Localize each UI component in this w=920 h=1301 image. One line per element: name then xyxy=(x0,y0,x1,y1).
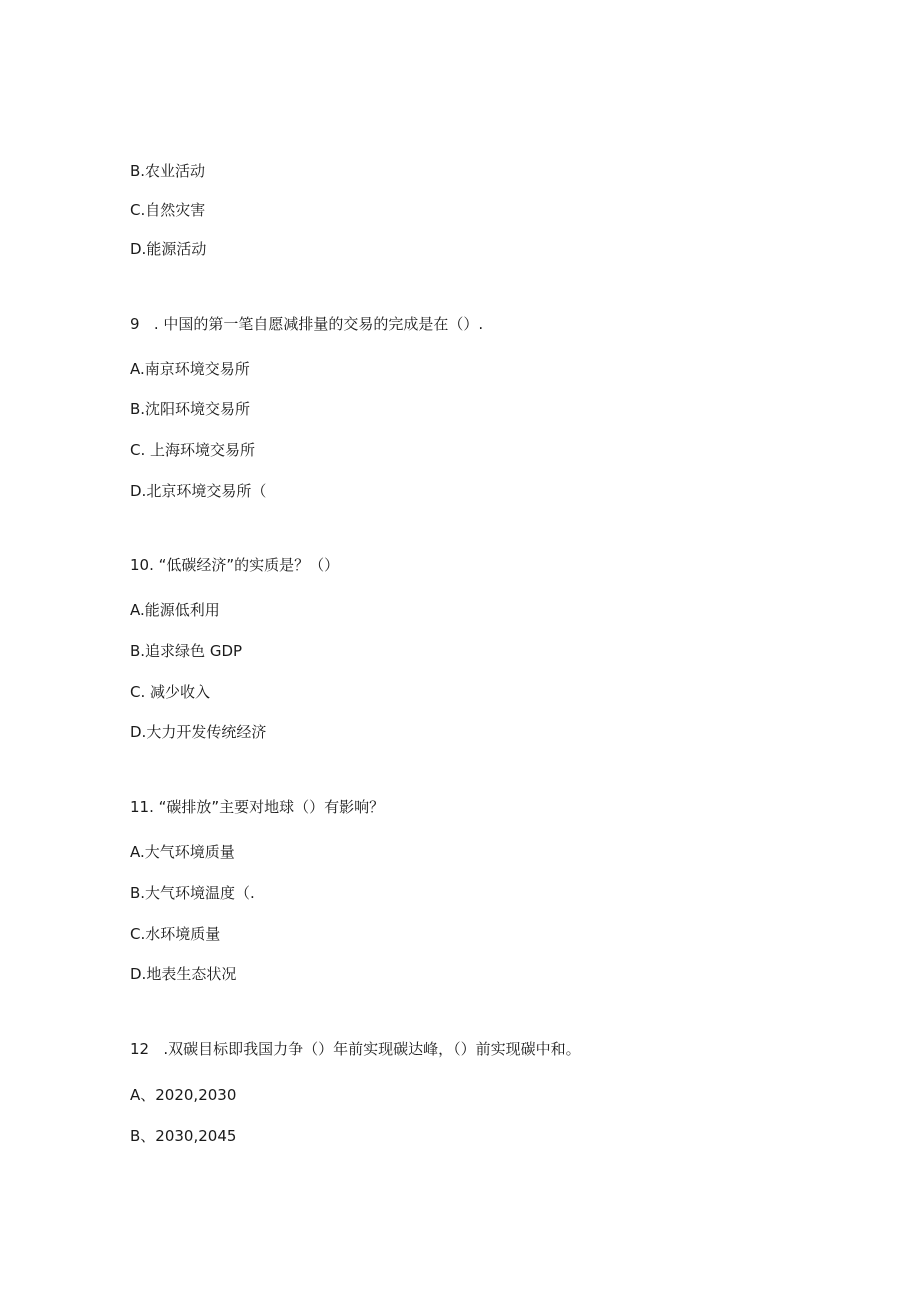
question-9: 9 . 中国的第一笔自愿减排量的交易的完成是在（）. xyxy=(130,315,484,333)
option-d-q10: D.大力开发传统经济 xyxy=(130,723,267,741)
option-a-q12: A、2020,2030 xyxy=(130,1086,237,1104)
option-c-q9: C. 上海环境交易所 xyxy=(130,441,256,459)
question-12: 12 .双碳目标即我国力争（）年前实现碳达峰，（）前实现碳中和。 xyxy=(130,1040,581,1058)
option-b-q12: B、2030,2045 xyxy=(130,1127,237,1145)
option-b-q8: B.农业活动 xyxy=(130,162,206,180)
option-b-q9: B.沈阳环境交易所 xyxy=(130,400,251,418)
option-d-q11: D.地表生态状况 xyxy=(130,965,237,983)
option-a-q10: A.能源低利用 xyxy=(130,601,220,619)
option-c-q11: C.水环境质量 xyxy=(130,925,221,943)
question-11: 11. “碳排放”主要对地球（）有影响？ xyxy=(130,798,385,816)
option-b-q11: B.大气环境温度（. xyxy=(130,884,255,902)
option-b-q10: B.追求绿色 GDP xyxy=(130,642,243,660)
question-10: 10. “低碳经济”的实质是？（） xyxy=(130,556,340,574)
option-d-q8: D.能源活动 xyxy=(130,240,207,258)
option-a-q9: A.南京环境交易所 xyxy=(130,360,250,378)
option-c-q10: C. 减少收入 xyxy=(130,683,211,701)
option-c-q8: C.自然灾害 xyxy=(130,201,206,219)
option-a-q11: A.大气环境质量 xyxy=(130,843,235,861)
option-d-q9: D.北京环境交易所（ xyxy=(130,482,267,500)
